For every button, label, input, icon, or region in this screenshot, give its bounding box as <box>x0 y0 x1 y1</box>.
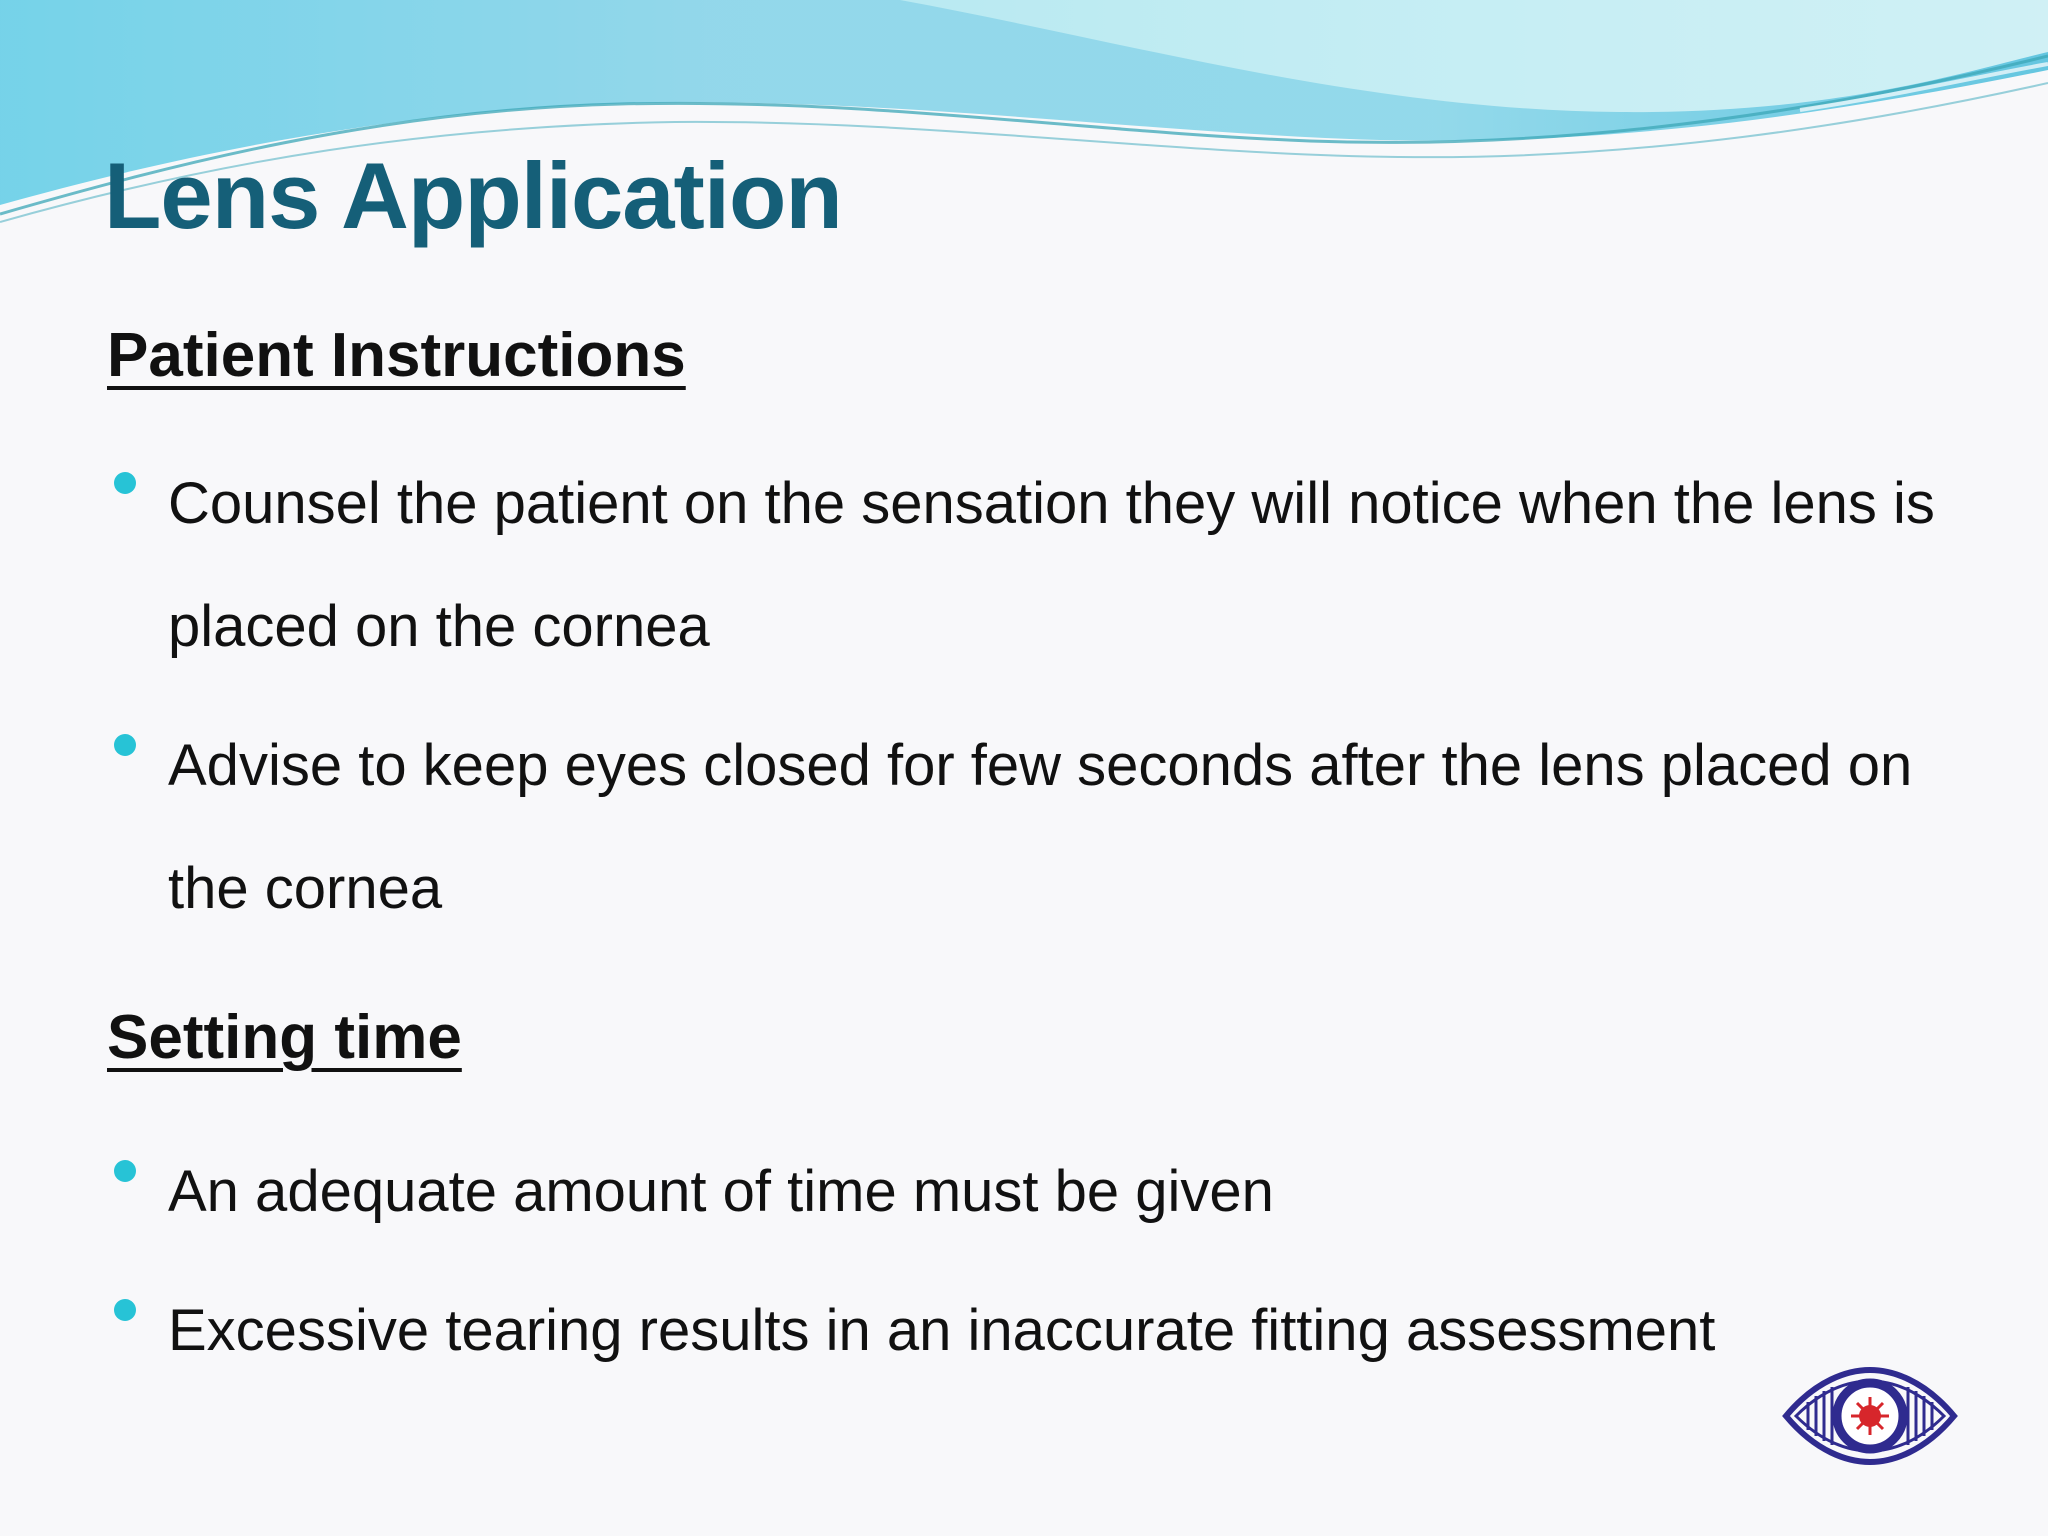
bullet-text: Advise to keep eyes closed for few seconds after the lens placed on the cornea <box>168 733 1913 921</box>
eye-logo-icon <box>1778 1366 1962 1466</box>
section-heading-setting-time: Setting time <box>107 1003 462 1072</box>
bullet-dot-icon <box>114 734 136 756</box>
bullet-dot-icon <box>114 1299 136 1321</box>
slide-title: Lens Application <box>104 143 842 248</box>
bullet-dot-icon <box>114 1160 136 1182</box>
bullet-text: An adequate amount of time must be given <box>168 1159 1274 1224</box>
bullet-dot-icon <box>114 472 136 494</box>
bullet-text: Counsel the patient on the sensation they will notice when the lens is placed on the cornea <box>168 471 1935 659</box>
section-heading-patient-instructions: Patient Instructions <box>107 321 686 390</box>
bullet-text: Excessive tearing results in an inaccurate fitting assessment <box>168 1298 1716 1363</box>
